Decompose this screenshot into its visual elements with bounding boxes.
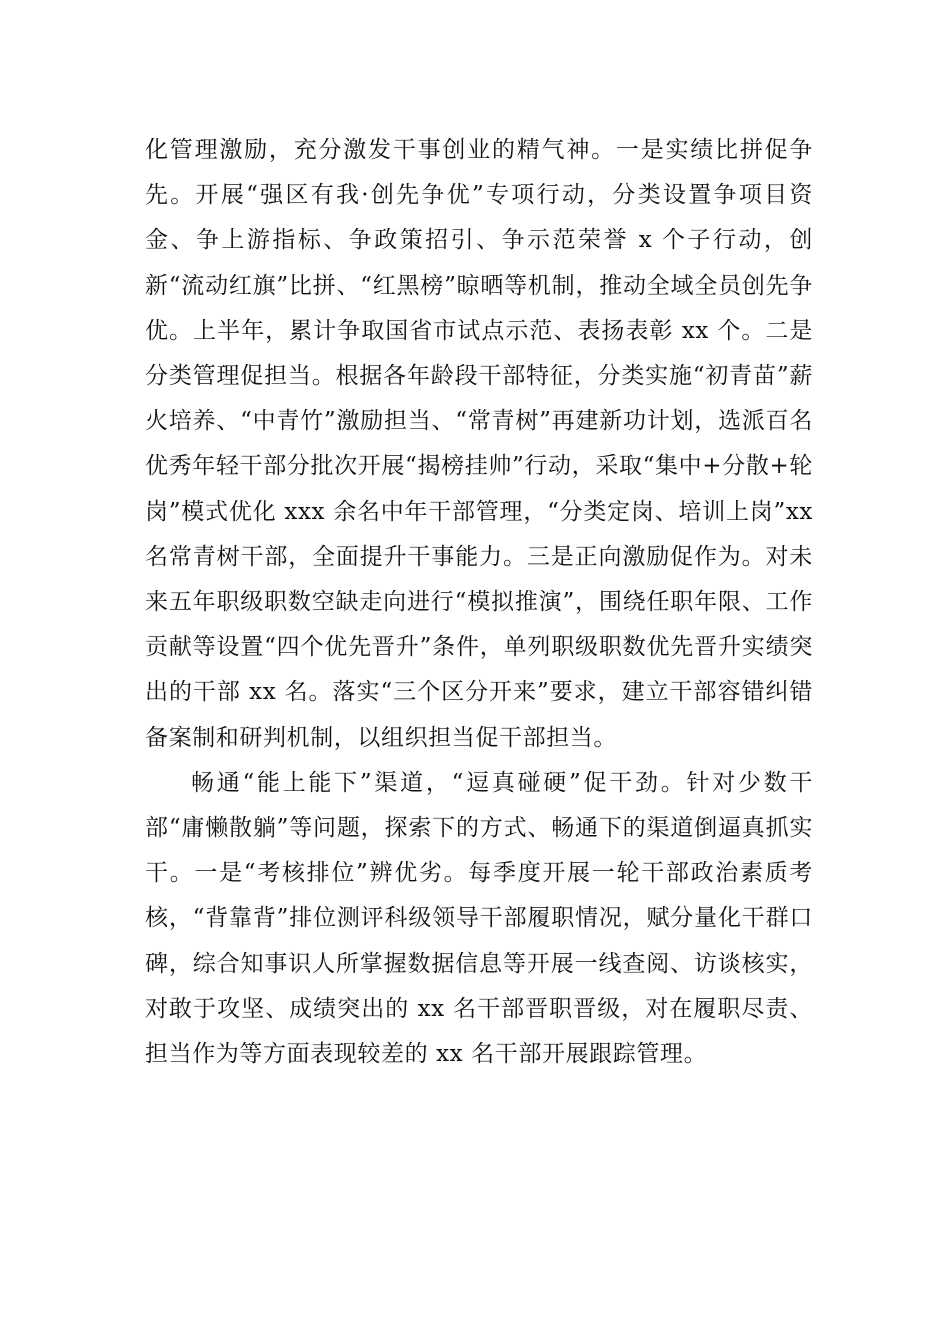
document-body — [145, 128, 813, 1077]
paragraph-2: 畅通“能上能下”渠道，“逗真碰硬”促干劲。针对少数干部“庸懒散躺”等问题，探索下的方式、畅通下的渠道倒逼真抓实干。一是“考核排位”辨优劣。每季度开展一轮干部政治素质考核，“背靠背”排位测评科级领导干部履职情况，赋分量化干群口碑，综合知事识人所掌握数据信息等开展一线查阅、访谈核实，对敢于攻坚、成绩突出的 xx 名干部晋职晋级，对在履职尽责、担当作为等方面表现较差的 xx 名干部开展跟踪管理。 — [145, 769, 813, 1068]
paragraph-1: 化管理激励，充分激发干事创业的精气神。一是实绩比拼促争先。开展“强区有我·创先争优”专项行动，分类设置争项目资金、争上游指标、争政策招引、争示范荣誉 x 个子行动，创新“流动红旗”比拼、“红黑榜”晾晒等机制，推动全域全员创先争优。上半年，累计争取国省市试点示范、表扬表彰 xx 个。二是分类管理促担当。根据各年龄段干部特征，分类实施“初青苗”薪火培养、“中青竹”激励担当、“常青树”再建新功计划，选派百名优秀年轻干部分批次开展“揭榜挂帅”行动，采取“集中+分散+轮岗”模式优化 xxx 余名中年干部管理，“分类定岗、培训上岗”xx 名常青树干部，全面提升干事能力。三是正向激励促作为。对未来五年职级职数空缺走向进行“模拟推演”，围绕任职年限、工作贡献等设置“四个优先晋升”条件，单列职级职数优先晋升实绩突出的干部 xx 名。落实“三个区分开来”要求，建立干部容错纠错备案制和研判机制，以组织担当促干部担当。 — [145, 137, 813, 751]
